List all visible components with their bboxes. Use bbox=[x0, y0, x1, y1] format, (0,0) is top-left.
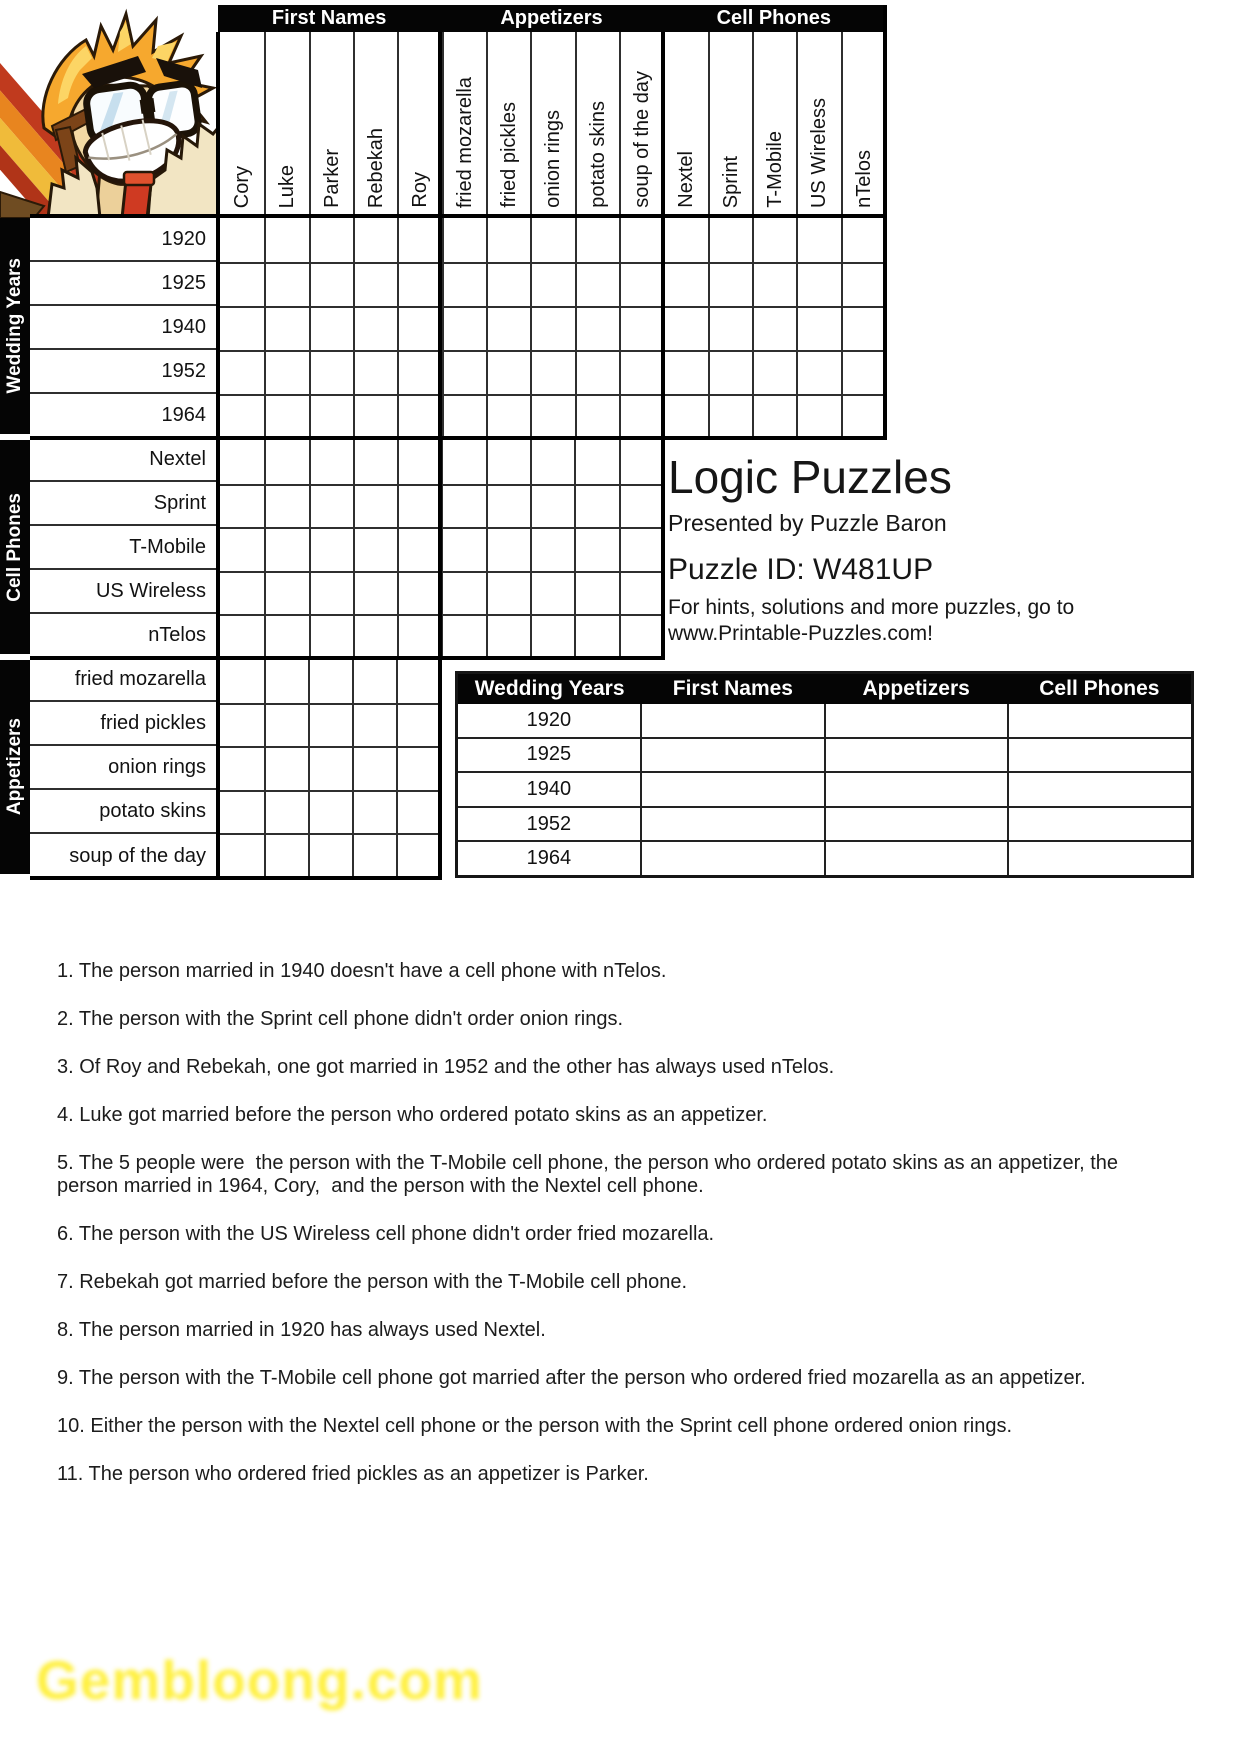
column-label-text: fried pickles bbox=[498, 102, 521, 208]
grid-cell[interactable] bbox=[486, 394, 530, 438]
grid-cell[interactable] bbox=[752, 394, 796, 438]
grid-cell[interactable] bbox=[441, 571, 485, 615]
answer-table-body bbox=[458, 704, 1191, 875]
grid-cell[interactable] bbox=[619, 484, 663, 528]
answer-table bbox=[455, 671, 1194, 878]
grid-cell[interactable] bbox=[619, 394, 663, 438]
column-label-roy bbox=[397, 32, 441, 216]
grid-block-wedding-years bbox=[220, 218, 885, 438]
column-label-cory bbox=[220, 32, 264, 216]
grid-cell[interactable] bbox=[220, 660, 264, 703]
grid-cell[interactable] bbox=[264, 306, 308, 350]
clue-item: 5. The 5 people were the person with the T-Mobile cell phone, the person who ordered potato skins as an appetizer, the person married in 1964, Cory, and the person with the Nextel cell phone. bbox=[57, 1152, 1124, 1197]
row-group-label: Appetizers bbox=[4, 718, 25, 816]
grid-cell[interactable] bbox=[486, 262, 530, 306]
grid-cell[interactable] bbox=[397, 218, 441, 262]
grid-cell[interactable] bbox=[619, 306, 663, 350]
row-label-onion-rings: onion rings bbox=[30, 746, 218, 790]
row-label-1952: 1952 bbox=[30, 350, 218, 394]
grid-cell[interactable] bbox=[352, 660, 396, 703]
grid-cell[interactable] bbox=[442, 262, 486, 306]
column-label-text: Rebekah bbox=[365, 127, 388, 208]
grid-cell[interactable] bbox=[575, 218, 619, 262]
puzzle-baron-mascot-illustration bbox=[0, 0, 218, 218]
answer-row bbox=[458, 704, 1191, 737]
grid-cell[interactable] bbox=[574, 484, 618, 528]
grid-cell[interactable] bbox=[841, 218, 885, 262]
clue-item: 6. The person with the US Wireless cell phone didn't order fried mozarella. bbox=[57, 1223, 715, 1245]
column-label-rebekah bbox=[353, 32, 397, 216]
column-group-header-bar bbox=[218, 5, 885, 32]
grid-cell[interactable] bbox=[442, 394, 486, 438]
grid-cell[interactable] bbox=[309, 571, 353, 615]
page-title: Logic Puzzles bbox=[668, 451, 952, 503]
grid-cell[interactable] bbox=[308, 790, 352, 833]
grid-cell[interactable] bbox=[486, 306, 530, 350]
grid-cell[interactable] bbox=[264, 703, 308, 746]
answer-cell[interactable] bbox=[1007, 808, 1191, 841]
grid-cell[interactable] bbox=[220, 262, 264, 306]
answer-header-wedding-years: Wedding Years bbox=[474, 677, 625, 700]
answer-row bbox=[458, 771, 1191, 806]
grid-thick-line bbox=[30, 436, 887, 440]
grid-cell[interactable] bbox=[220, 746, 264, 789]
grid-cell[interactable] bbox=[264, 394, 308, 438]
answer-row bbox=[458, 737, 1191, 772]
grid-cell[interactable] bbox=[530, 306, 574, 350]
answer-cell[interactable] bbox=[1007, 842, 1191, 875]
row-group-band-appetizers bbox=[0, 660, 30, 874]
grid-cell[interactable] bbox=[530, 484, 574, 528]
grid-cell[interactable] bbox=[264, 614, 308, 658]
grid-cell[interactable] bbox=[574, 440, 618, 484]
grid-cell[interactable] bbox=[530, 440, 574, 484]
grid-cell[interactable] bbox=[663, 262, 707, 306]
grid-cell[interactable] bbox=[841, 262, 885, 306]
answer-cell[interactable] bbox=[1007, 739, 1191, 772]
answer-year-cell: 1920 bbox=[526, 708, 572, 731]
grid-cell[interactable] bbox=[442, 218, 486, 262]
column-label-text: Parker bbox=[320, 149, 343, 208]
grid-cell[interactable] bbox=[397, 394, 441, 438]
grid-cell[interactable] bbox=[841, 394, 885, 438]
grid-cell[interactable] bbox=[574, 571, 618, 615]
column-label-t-mobile bbox=[752, 32, 796, 216]
grid-cell[interactable] bbox=[441, 527, 485, 571]
grid-cell[interactable] bbox=[353, 484, 397, 528]
answer-cell[interactable] bbox=[640, 773, 824, 806]
answer-header-first-names: First Names bbox=[672, 677, 793, 700]
watermark: Gembloong.com bbox=[36, 1649, 483, 1711]
grid-cell[interactable] bbox=[264, 571, 308, 615]
grid-cell[interactable] bbox=[396, 746, 440, 789]
grid-thick-line bbox=[883, 5, 887, 440]
grid-cell[interactable] bbox=[441, 484, 485, 528]
row-label-1964: 1964 bbox=[30, 394, 218, 438]
grid-cell[interactable] bbox=[353, 571, 397, 615]
answer-cell[interactable] bbox=[640, 739, 824, 772]
grid-cell[interactable] bbox=[442, 306, 486, 350]
grid-cell[interactable] bbox=[486, 440, 530, 484]
grid-cell[interactable] bbox=[841, 350, 885, 394]
answer-year-cell: 1925 bbox=[526, 743, 572, 766]
answer-cell[interactable] bbox=[824, 739, 1008, 772]
grid-cell[interactable] bbox=[752, 350, 796, 394]
mascot-svg bbox=[0, 0, 218, 218]
grid-cell[interactable] bbox=[441, 614, 485, 658]
column-label-text: US Wireless bbox=[808, 97, 831, 208]
row-group-label: Wedding Years bbox=[4, 258, 25, 394]
grid-cell[interactable] bbox=[309, 394, 353, 438]
column-group-label-appetizers: Appetizers bbox=[500, 7, 603, 29]
grid-cell[interactable] bbox=[352, 703, 396, 746]
grid-cell[interactable] bbox=[309, 218, 353, 262]
clue-list bbox=[57, 960, 1147, 1511]
row-label-1920: 1920 bbox=[30, 218, 218, 262]
clue-item: 1. The person married in 1940 doesn't have a cell phone with nTelos. bbox=[57, 960, 667, 982]
grid-cell[interactable] bbox=[397, 484, 441, 528]
column-label-text: fried mozarella bbox=[453, 76, 476, 208]
grid-thick-line bbox=[30, 876, 442, 880]
answer-row bbox=[458, 840, 1191, 875]
grid-cell[interactable] bbox=[396, 833, 440, 876]
column-label-fried-mozarella bbox=[442, 32, 486, 216]
column-label-ntelos bbox=[841, 32, 885, 216]
grid-cell[interactable] bbox=[619, 262, 663, 306]
grid-cell[interactable] bbox=[353, 440, 397, 484]
grid-cell[interactable] bbox=[530, 262, 574, 306]
grid-cell[interactable] bbox=[442, 350, 486, 394]
clue-item: 7. Rebekah got married before the person with the T-Mobile cell phone. bbox=[57, 1271, 687, 1293]
grid-cell[interactable] bbox=[663, 350, 707, 394]
row-label-soup-of-the-day: soup of the day bbox=[69, 844, 206, 867]
grid-cell[interactable] bbox=[530, 394, 574, 438]
column-labels bbox=[220, 32, 885, 216]
grid-cell[interactable] bbox=[220, 614, 264, 658]
column-label-text: Nextel bbox=[675, 151, 698, 208]
grid-cell[interactable] bbox=[619, 614, 663, 658]
grid-cell[interactable] bbox=[841, 306, 885, 350]
grid-cell[interactable] bbox=[220, 484, 264, 528]
grid-cell[interactable] bbox=[309, 527, 353, 571]
column-label-text: onion rings bbox=[542, 110, 565, 208]
grid-cell[interactable] bbox=[530, 614, 574, 658]
clue-item: 10. Either the person with the Nextel cell phone or the person with the Sprint cell phone ordered onion rings. bbox=[57, 1415, 1013, 1437]
row-group-band-cell-phones bbox=[0, 440, 30, 654]
grid-cell[interactable] bbox=[264, 440, 308, 484]
answer-cell[interactable] bbox=[640, 704, 824, 737]
grid-cell[interactable] bbox=[708, 350, 752, 394]
grid-cell[interactable] bbox=[575, 394, 619, 438]
row-label-1925: 1925 bbox=[30, 262, 218, 306]
grid-thick-line bbox=[30, 214, 885, 218]
grid-cell[interactable] bbox=[796, 262, 840, 306]
grid-cell[interactable] bbox=[353, 350, 397, 394]
grid-cell[interactable] bbox=[575, 350, 619, 394]
grid-cell[interactable] bbox=[530, 218, 574, 262]
answer-cell[interactable] bbox=[640, 842, 824, 875]
grid-cell[interactable] bbox=[264, 660, 308, 703]
grid-cell[interactable] bbox=[309, 614, 353, 658]
grid-cell[interactable] bbox=[397, 262, 441, 306]
grid-cell[interactable] bbox=[486, 484, 530, 528]
grid-cell[interactable] bbox=[309, 262, 353, 306]
grid-cell[interactable] bbox=[619, 527, 663, 571]
grid-cell[interactable] bbox=[220, 790, 264, 833]
row-label-nextel: Nextel bbox=[30, 438, 218, 482]
grid-cell[interactable] bbox=[220, 571, 264, 615]
grid-cell[interactable] bbox=[397, 614, 441, 658]
clue-item: 2. The person with the Sprint cell phone didn't order onion rings. bbox=[57, 1008, 624, 1030]
column-group-label-cell-phones: Cell Phones bbox=[716, 7, 832, 29]
grid-cell[interactable] bbox=[663, 306, 707, 350]
clue-item: 8. The person married in 1920 has always used Nextel. bbox=[57, 1319, 546, 1341]
clue-item: 4. Luke got married before the person who ordered potato skins as an appetizer. bbox=[57, 1104, 768, 1126]
grid-cell[interactable] bbox=[796, 218, 840, 262]
grid-cell[interactable] bbox=[353, 218, 397, 262]
hint-text: For hints, solutions and more puzzles, go to bbox=[668, 595, 1075, 619]
grid-thick-line bbox=[661, 32, 665, 660]
grid-cell[interactable] bbox=[796, 394, 840, 438]
grid-cell[interactable] bbox=[530, 527, 574, 571]
answer-year-cell: 1940 bbox=[526, 777, 572, 800]
grid-cell[interactable] bbox=[396, 703, 440, 746]
grid-cell[interactable] bbox=[353, 262, 397, 306]
grid-cell[interactable] bbox=[264, 484, 308, 528]
grid-cell[interactable] bbox=[752, 262, 796, 306]
grid-cell[interactable] bbox=[752, 218, 796, 262]
grid-cell[interactable] bbox=[220, 703, 264, 746]
grid-cell[interactable] bbox=[308, 660, 352, 703]
grid-cell[interactable] bbox=[486, 527, 530, 571]
grid-cell[interactable] bbox=[663, 218, 707, 262]
row-labels bbox=[30, 218, 218, 878]
grid-cell[interactable] bbox=[619, 571, 663, 615]
grid-block-appetizers bbox=[220, 660, 440, 876]
grid-cell[interactable] bbox=[220, 350, 264, 394]
column-label-potato-skins bbox=[575, 32, 619, 216]
grid-cell[interactable] bbox=[752, 306, 796, 350]
grid-cell[interactable] bbox=[397, 527, 441, 571]
clue-item: 3. Of Roy and Rebekah, one got married in 1952 and the other has always used nTelos. bbox=[57, 1056, 835, 1078]
answer-cell[interactable] bbox=[1007, 773, 1191, 806]
grid-cell[interactable] bbox=[308, 703, 352, 746]
grid-cell[interactable] bbox=[619, 440, 663, 484]
grid-cell[interactable] bbox=[619, 350, 663, 394]
grid-cell[interactable] bbox=[264, 833, 308, 876]
grid-cell[interactable] bbox=[530, 350, 574, 394]
grid-cell[interactable] bbox=[309, 350, 353, 394]
website-link[interactable]: www.Printable-Puzzles.com! bbox=[668, 621, 933, 645]
answer-cell[interactable] bbox=[824, 773, 1008, 806]
grid-cell[interactable] bbox=[397, 440, 441, 484]
column-label-luke bbox=[264, 32, 308, 216]
clue-item: 11. The person who ordered fried pickles as an appetizer is Parker. bbox=[57, 1463, 649, 1485]
grid-cell[interactable] bbox=[309, 306, 353, 350]
column-group-label-first-names: First Names bbox=[271, 7, 387, 29]
grid-cell[interactable] bbox=[264, 527, 308, 571]
column-label-soup-of-the-day bbox=[619, 32, 663, 216]
grid-cell[interactable] bbox=[220, 218, 264, 262]
grid-cell[interactable] bbox=[353, 394, 397, 438]
row-label-fried-pickles: fried pickles bbox=[30, 702, 218, 746]
answer-table-header bbox=[458, 674, 1191, 704]
grid-cell[interactable] bbox=[663, 394, 707, 438]
grid-cell[interactable] bbox=[397, 306, 441, 350]
grid-cell[interactable] bbox=[575, 306, 619, 350]
answer-cell[interactable] bbox=[1007, 704, 1191, 737]
grid-cell[interactable] bbox=[796, 350, 840, 394]
grid-cell[interactable] bbox=[396, 660, 440, 703]
grid-cell[interactable] bbox=[264, 262, 308, 306]
grid-thick-line bbox=[30, 656, 665, 660]
grid-cell[interactable] bbox=[396, 790, 440, 833]
column-label-text: Luke bbox=[276, 164, 299, 208]
grid-cell[interactable] bbox=[352, 833, 396, 876]
grid-cell[interactable] bbox=[486, 218, 530, 262]
grid-cell[interactable] bbox=[486, 571, 530, 615]
grid-cell[interactable] bbox=[220, 306, 264, 350]
grid-cell[interactable] bbox=[530, 571, 574, 615]
column-label-text: soup of the day bbox=[631, 71, 654, 208]
grid-cell[interactable] bbox=[353, 306, 397, 350]
row-label-us-wireless: US Wireless bbox=[30, 570, 218, 614]
grid-cell[interactable] bbox=[220, 394, 264, 438]
grid-cell[interactable] bbox=[309, 440, 353, 484]
row-group-band-wedding-years bbox=[0, 218, 30, 434]
grid-cell[interactable] bbox=[397, 571, 441, 615]
grid-cell[interactable] bbox=[309, 484, 353, 528]
column-label-nextel bbox=[663, 32, 707, 216]
grid-cell[interactable] bbox=[397, 350, 441, 394]
answer-row bbox=[458, 806, 1191, 841]
grid-cell[interactable] bbox=[308, 833, 352, 876]
grid-thick-line bbox=[216, 32, 220, 880]
page-subtitle: Presented by Puzzle Baron bbox=[668, 509, 947, 536]
column-label-us-wireless bbox=[796, 32, 840, 216]
grid-cell[interactable] bbox=[264, 746, 308, 789]
column-label-text: Sprint bbox=[719, 155, 742, 208]
grid-cell[interactable] bbox=[353, 614, 397, 658]
answer-year-cell: 1952 bbox=[526, 812, 572, 835]
grid-cell[interactable] bbox=[352, 790, 396, 833]
grid-cell[interactable] bbox=[264, 218, 308, 262]
grid-cell[interactable] bbox=[308, 746, 352, 789]
row-label-potato-skins: potato skins bbox=[30, 790, 218, 834]
answer-cell[interactable] bbox=[824, 808, 1008, 841]
column-label-text: Roy bbox=[409, 172, 432, 208]
grid-thick-line bbox=[438, 32, 442, 880]
column-label-parker bbox=[309, 32, 353, 216]
grid-cell[interactable] bbox=[353, 527, 397, 571]
grid-cell[interactable] bbox=[264, 790, 308, 833]
grid-cell[interactable] bbox=[708, 306, 752, 350]
grid-cell[interactable] bbox=[441, 440, 485, 484]
clue-item: 9. The person with the T-Mobile cell phone got married after the person who ordered fried mozarella as an appetizer. bbox=[57, 1367, 1086, 1389]
column-label-text: nTelos bbox=[852, 150, 875, 208]
column-label-onion-rings bbox=[530, 32, 574, 216]
grid-cell[interactable] bbox=[708, 394, 752, 438]
grid-cell[interactable] bbox=[708, 218, 752, 262]
column-label-fried-pickles bbox=[486, 32, 530, 216]
row-label-fried-mozarella: fried mozarella bbox=[30, 658, 218, 702]
grid-cell[interactable] bbox=[575, 262, 619, 306]
row-group-label: Cell Phones bbox=[4, 492, 25, 602]
row-label-t-mobile: T-Mobile bbox=[30, 526, 218, 570]
answer-header-cell-phones: Cell Phones bbox=[1039, 677, 1160, 700]
column-label-text: Cory bbox=[231, 165, 254, 208]
row-label-ntelos: nTelos bbox=[30, 614, 218, 658]
grid-cell[interactable] bbox=[220, 527, 264, 571]
row-label-sprint: Sprint bbox=[30, 482, 218, 526]
answer-header-appetizers: Appetizers bbox=[862, 677, 970, 700]
grid-cell[interactable] bbox=[486, 350, 530, 394]
column-label-text: potato skins bbox=[586, 101, 609, 208]
answer-cell[interactable] bbox=[824, 842, 1008, 875]
grid-cell[interactable] bbox=[574, 527, 618, 571]
grid-cell[interactable] bbox=[352, 746, 396, 789]
column-label-sprint bbox=[708, 32, 752, 216]
title-block bbox=[668, 452, 1074, 646]
grid-cell[interactable] bbox=[574, 614, 618, 658]
column-label-text: T-Mobile bbox=[764, 131, 787, 208]
grid-cell[interactable] bbox=[220, 440, 264, 484]
grid-cell[interactable] bbox=[264, 350, 308, 394]
grid-cell[interactable] bbox=[619, 218, 663, 262]
puzzle-id: Puzzle ID: W481UP bbox=[668, 552, 934, 586]
answer-cell[interactable] bbox=[824, 704, 1008, 737]
answer-year-cell: 1964 bbox=[526, 847, 572, 870]
grid-cell[interactable] bbox=[220, 833, 264, 876]
grid-cell[interactable] bbox=[796, 306, 840, 350]
grid-cell[interactable] bbox=[486, 614, 530, 658]
row-label-1940: 1940 bbox=[30, 306, 218, 350]
grid-cell[interactable] bbox=[708, 262, 752, 306]
answer-cell[interactable] bbox=[640, 808, 824, 841]
